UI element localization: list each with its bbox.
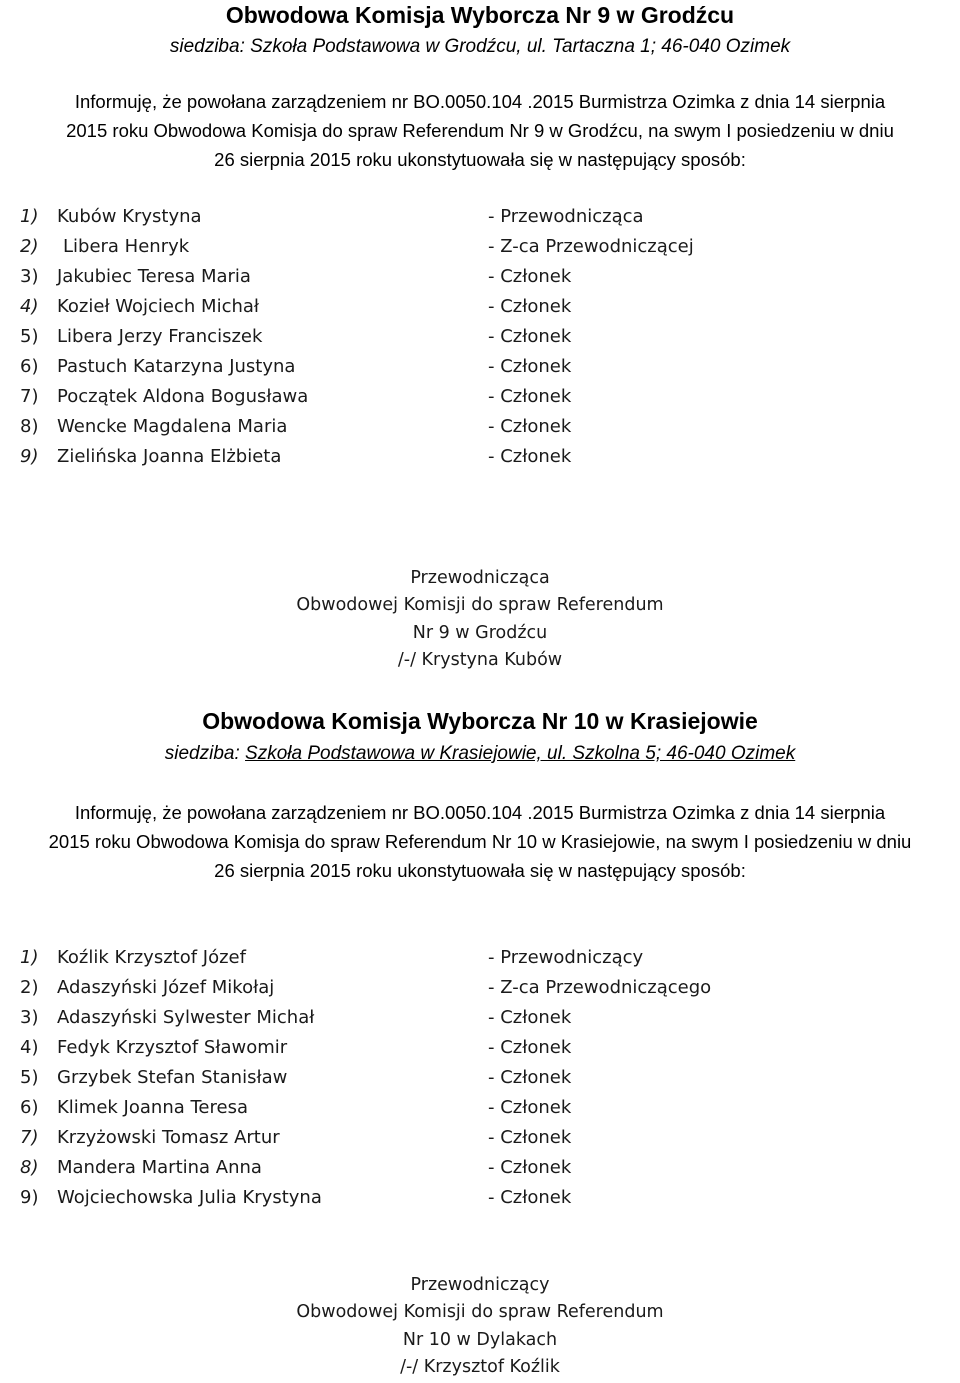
member-number: 3) (20, 266, 39, 287)
member-name: Mandera Martina Anna (57, 1157, 262, 1178)
member-name: Fedyk Krzysztof Sławomir (57, 1037, 288, 1058)
member-role: - Z-ca Przewodniczącego (488, 977, 712, 998)
member-number: 5) (20, 1067, 39, 1088)
member-row (0, 1155, 960, 1181)
section-1-title: Obwodowa Komisja Wyborcza Nr 9 w Grodźcu (225, 2, 735, 28)
member-number: 6) (20, 356, 39, 377)
member-row (0, 234, 960, 260)
member-number: 8) (20, 1157, 39, 1178)
member-name: Klimek Joanna Teresa (57, 1097, 248, 1118)
member-name: Libera Henryk (63, 236, 190, 257)
member-name: Wojciechowska Julia Krystyna (57, 1187, 322, 1208)
member-name: Kozieł Wojciech Michał (57, 296, 260, 317)
member-number: 7) (20, 1127, 39, 1148)
section-2-signature-line: Nr 10 w Dylakach (402, 1330, 558, 1350)
member-role: - Członek (488, 1127, 572, 1148)
member-row (0, 204, 960, 230)
section-2-signature-line: Obwodowej Komisji do spraw Referendum (296, 1302, 664, 1322)
member-name: Jakubiec Teresa Maria (57, 266, 251, 287)
member-number: 2) (20, 236, 39, 257)
section-1-signature-line: Przewodnicząca (410, 568, 550, 588)
member-role: - Przewodnicząca (488, 206, 644, 227)
member-number: 8) (20, 416, 39, 437)
member-row (0, 1125, 960, 1151)
member-name: Koźlik Krzysztof Józef (57, 947, 246, 968)
section-1-intro-line: Informuję, że powołana zarządzeniem nr BO.0050.104 .2015 Burmistrza Ozimka z dnia 14 sierpnia (74, 91, 886, 112)
member-number: 1) (20, 947, 39, 968)
member-role: - Członek (488, 1067, 572, 1088)
section-1-intro-line: 26 sierpnia 2015 roku ukonstytuowała się w następujący sposób: (214, 149, 746, 170)
member-row (0, 324, 960, 350)
member-name: Adaszyński Sylwester Michał (57, 1007, 315, 1028)
member-number: 1) (20, 206, 39, 227)
member-row (0, 354, 960, 380)
member-name: Kubów Krystyna (57, 206, 202, 227)
member-name: Pastuch Katarzyna Justyna (57, 356, 296, 377)
member-row (0, 1065, 960, 1091)
section-2-seat-prefix: siedziba: (164, 743, 240, 764)
member-role: - Członek (488, 266, 572, 287)
member-row (0, 1095, 960, 1121)
section-2-seat (0, 742, 960, 766)
member-role: - Członek (488, 356, 572, 377)
section-1-signature-line: Nr 9 w Grodźcu (412, 623, 548, 643)
member-row (0, 294, 960, 320)
member-row (0, 1005, 960, 1031)
section-1-intro-line: 2015 roku Obwodowa Komisja do spraw Referendum Nr 9 w Grodźcu, na swym I posiedzeniu w dniu (66, 120, 894, 141)
member-name: Adaszyński Józef Mikołaj (57, 977, 275, 998)
member-role: - Przewodniczący (488, 947, 644, 968)
member-row (0, 264, 960, 290)
member-name: Grzybek Stefan Stanisław (57, 1067, 288, 1088)
member-role: - Z-ca Przewodniczącej (488, 236, 694, 257)
member-row (0, 1185, 960, 1211)
member-number: 9) (20, 446, 39, 467)
member-role: - Członek (488, 416, 572, 437)
section-1-seat (0, 35, 960, 59)
member-role: - Członek (488, 296, 572, 317)
member-role: - Członek (488, 446, 572, 467)
section-2-intro-line: 26 sierpnia 2015 roku ukonstytuowała się w następujący sposób: (214, 860, 746, 881)
member-number: 9) (20, 1187, 39, 1208)
section-2-signature-line: Przewodniczący (410, 1275, 550, 1295)
member-name: Początek Aldona Bogusława (57, 386, 309, 407)
section-2-signature-line: /-/ Krzysztof Koźlik (400, 1357, 560, 1377)
section-2-title: Obwodowa Komisja Wyborcza Nr 10 w Krasiejowie (202, 708, 758, 734)
section-1-signature-line: Obwodowej Komisji do spraw Referendum (296, 595, 664, 615)
member-row (0, 975, 960, 1001)
member-name: Zielińska Joanna Elżbieta (57, 446, 282, 467)
member-role: - Członek (488, 386, 572, 407)
section-2-seat-address: Szkoła Podstawowa w Krasiejowie, ul. Szkolna 5; 46-040 Ozimek (245, 743, 796, 764)
member-role: - Członek (488, 1157, 572, 1178)
member-row (0, 945, 960, 971)
section-2-intro-line: Informuję, że powołana zarządzeniem nr BO.0050.104 .2015 Burmistrza Ozimka z dnia 14 sierpnia (74, 802, 886, 823)
member-number: 3) (20, 1007, 39, 1028)
member-role: - Członek (488, 326, 572, 347)
member-number: 4) (20, 296, 39, 317)
member-row (0, 414, 960, 440)
member-role: - Członek (488, 1187, 572, 1208)
member-number: 5) (20, 326, 39, 347)
member-name: Libera Jerzy Franciszek (57, 326, 263, 347)
section-1-seat-address: Szkoła Podstawowa w Grodźcu, ul. Tartaczna 1; 46-040 Ozimek (250, 36, 791, 57)
section-1-signature-line: /-/ Krystyna Kubów (397, 650, 563, 670)
section-1-seat-prefix: siedziba: (169, 36, 245, 57)
member-row (0, 384, 960, 410)
member-role: - Członek (488, 1097, 572, 1118)
member-role: - Członek (488, 1007, 572, 1028)
member-number: 2) (20, 977, 39, 998)
section-2-intro-line: 2015 roku Obwodowa Komisja do spraw Referendum Nr 10 w Krasiejowie, na swym I posiedzeniu w dniu (48, 831, 912, 852)
member-number: 7) (20, 386, 39, 407)
member-name: Wencke Magdalena Maria (57, 416, 288, 437)
member-name: Krzyżowski Tomasz Artur (57, 1127, 280, 1148)
member-role: - Członek (488, 1037, 572, 1058)
member-number: 4) (20, 1037, 39, 1058)
member-number: 6) (20, 1097, 39, 1118)
member-row (0, 444, 960, 470)
member-row (0, 1035, 960, 1061)
